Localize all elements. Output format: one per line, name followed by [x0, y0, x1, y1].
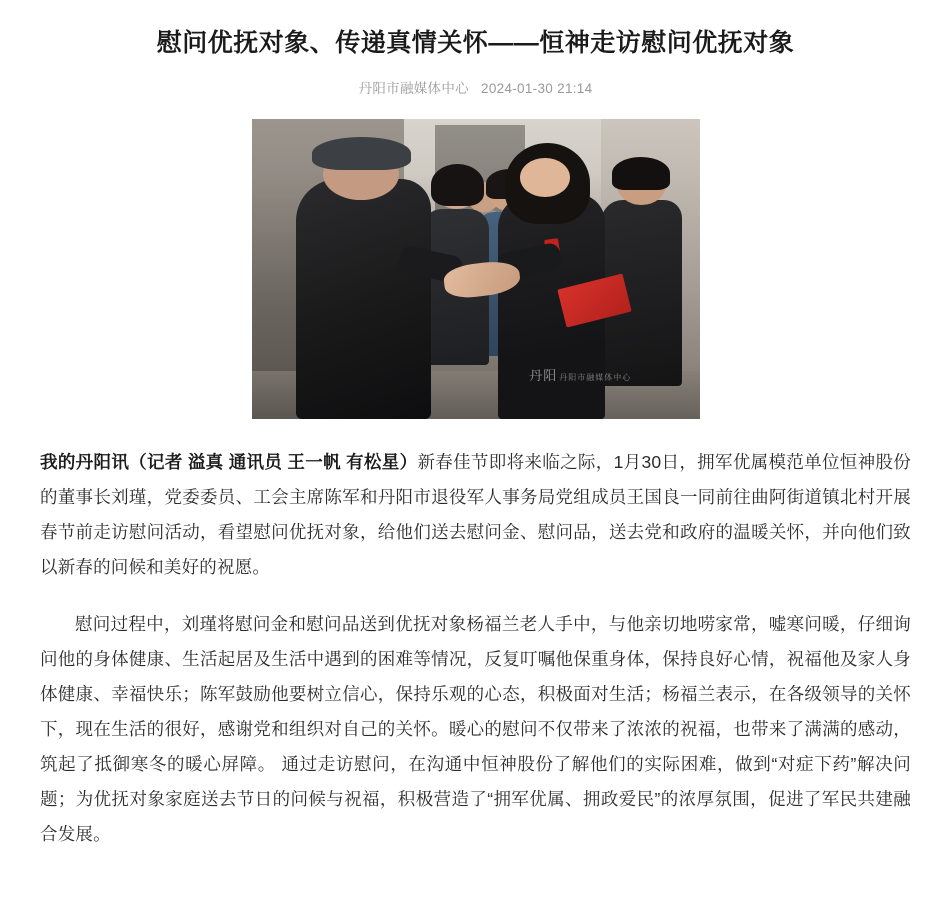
- article-body: [40, 445, 911, 852]
- paragraph-2: [40, 607, 911, 852]
- photo-person-elder-cap: [312, 137, 411, 170]
- watermark-main-text: 丹阳: [529, 368, 558, 383]
- photo-scene: [252, 119, 700, 419]
- article-datetime: 2024-01-30 21:14: [481, 81, 593, 96]
- paragraph-2-tail: 解决问题；为优抚对象家庭送去节日的问候与祝福，积极营造了: [40, 754, 912, 809]
- article-photo: [252, 119, 700, 419]
- paragraph-1: [40, 445, 911, 585]
- article-meta: [30, 77, 921, 97]
- photo-person-official-face: [520, 158, 569, 197]
- paragraph-2-text: 慰问过程中，刘瑾将慰问金和慰问品送到优抚对象杨福兰老人手中，与他亲切地唠家常，嘘寒问暖，仔细询问他的身体健康、生活起居及生活中遇到的困难等情况，反复叮嘱他保重身体，保持良好心情，祝福他及家人身体健康、幸福快乐；陈军鼓励他要树立信心，保持乐观的心态，积极面对生活；杨福兰表示，在各级领导的关怀下，现在生活的很好，感谢党和组织对自己的关怀。暖心的慰问不仅带来了浓浓的祝福，也带来了满满的感动，筑起了抵御寒冬的暖心屏障。 通过走访慰问，在沟通中恒神股份了解他们的实际困难，做到: [40, 614, 911, 774]
- paragraph-2-end: 的浓厚氛围，促进了军民共建融合发展。: [40, 789, 911, 844]
- photo-person-right-hair: [612, 157, 670, 190]
- watermark-sub-text: 丹阳市融媒体中心: [559, 373, 632, 382]
- article-source: 丹阳市融媒体中心: [358, 81, 469, 96]
- page-title: 慰问优抚对象、传递真情关怀——恒神走访慰问优抚对象: [156, 29, 795, 57]
- paragraph-2-quote-1: “对症下药”: [771, 754, 857, 774]
- photo-person-elder: [296, 179, 430, 419]
- paragraph-2-quote-2: “拥军优属、拥政爱民”: [487, 789, 661, 809]
- photo-watermark: [529, 365, 631, 384]
- paragraph-1-text: 新春佳节即将来临之际，1月30日，拥军优属模范单位恒神股份的董事长刘瑾，党委委员、工会主席陈军和丹阳市退役军人事务局党组成员王国良一同前往曲阿街道镇北村开展春节前走访慰问活动，看望慰问优抚对象，给他们送去慰问金、慰问品，送去党和政府的温暖关怀，并向他们致以新春的问候和美好的祝愿。: [40, 452, 912, 577]
- paragraph-1-lead: 我的丹阳讯（记者 溢真 通讯员 王一帆 有松星）: [40, 452, 418, 472]
- photo-person-woman-back-hair: [431, 164, 485, 206]
